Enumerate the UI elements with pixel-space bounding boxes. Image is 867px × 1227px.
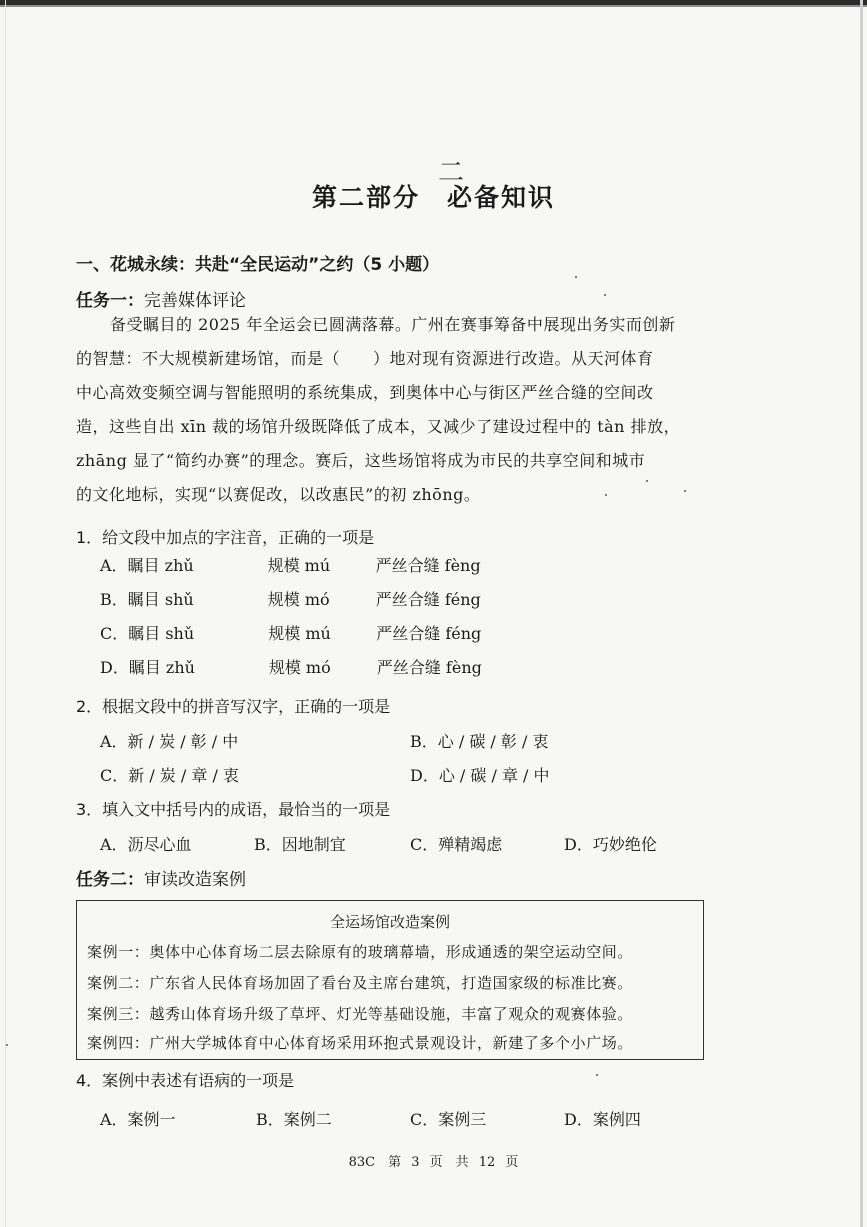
option-part-2: 规模 mó bbox=[268, 658, 331, 677]
question-4-option-c[interactable]: C．案例三 bbox=[410, 1110, 487, 1129]
option-part-2: 规模 mó bbox=[267, 590, 330, 609]
question-3-option-d[interactable]: D．巧妙绝伦 bbox=[564, 835, 657, 854]
option-part-2: 规模 mú bbox=[268, 624, 331, 643]
page-title: 第二部分 必备知识 bbox=[311, 183, 555, 212]
option-letter: A． bbox=[100, 556, 128, 575]
option-letter: C． bbox=[100, 624, 129, 643]
scan-speck bbox=[646, 480, 648, 482]
option-part-1: 瞩目 zhǔ bbox=[127, 556, 194, 575]
passage-line-3: 中心高效变频空调与智能照明的系统集成，到奥体中心与街区严丝合缝的空间改 bbox=[76, 383, 654, 402]
option-letter: D． bbox=[100, 658, 129, 677]
question-3-option-b[interactable]: B．因地制宜 bbox=[254, 835, 346, 854]
question-4-stem: 4．案例中表述有语病的一项是 bbox=[76, 1071, 295, 1090]
question-2-stem: 2．根据文段中的拼音写汉字，正确的一项是 bbox=[76, 697, 391, 716]
passage-line-6: 的文化地标，实现“以赛促改，以改惠民”的初 zhōng。 bbox=[76, 485, 481, 504]
question-3-stem: 3．填入文中括号内的成语，最恰当的一项是 bbox=[76, 800, 391, 819]
question-2-option-b[interactable]: B．心 / 碳 / 彰 / 衷 bbox=[410, 732, 549, 751]
cases-title: 全运场馆改造案例 bbox=[329, 913, 450, 931]
question-4-option-d[interactable]: D．案例四 bbox=[564, 1110, 641, 1129]
option-part-2: 规模 mú bbox=[267, 556, 331, 575]
scan-speck bbox=[605, 494, 607, 496]
scan-speck bbox=[6, 1044, 8, 1046]
passage-line-4: 造，这些自出 xīn 裁的场馆升级既降低了成本，又减少了建设过程中的 tàn 排放， bbox=[76, 417, 681, 436]
question-2-option-d[interactable]: D．心 / 碳 / 章 / 中 bbox=[410, 766, 550, 785]
question-1-stem: 1．给文段中加点的字注音，正确的一项是 bbox=[76, 528, 375, 547]
scan-speck bbox=[575, 276, 577, 278]
task-one-label: 任务一： bbox=[76, 291, 144, 311]
passage-line-1: 备受瞩目的 2025 年全运会已圆满落幕。广州在赛事筹备中展现出务实而创新 bbox=[110, 315, 676, 334]
option-part-3: 严丝合缝 féng bbox=[376, 624, 482, 643]
passage-line-5: zhāng 显了“简约办赛”的理念。赛后，这些场馆将成为市民的共享空间和城市 bbox=[76, 451, 646, 470]
option-part-1: 瞩目 zhǔ bbox=[128, 658, 195, 677]
option-part-1: 瞩目 shǔ bbox=[127, 590, 194, 609]
cases-box bbox=[76, 900, 704, 1060]
scan-speck bbox=[684, 490, 686, 492]
task-two-heading bbox=[76, 865, 246, 890]
scan-edge-top-shadow bbox=[0, 5, 867, 7]
option-part-3: 严丝合缝 fèng bbox=[375, 556, 481, 575]
question-2-option-c[interactable]: C．新 / 炭 / 章 / 衷 bbox=[100, 766, 239, 785]
case-2: 案例二：广东省人民体育场加固了看台及主席台建筑，打造国家级的标准比赛。 bbox=[87, 974, 634, 992]
case-3: 案例三：越秀山体育场升级了草坪、灯光等基础设施，丰富了观众的观赛体验。 bbox=[87, 1005, 634, 1023]
section-heading: 一、花城永续：共赴“全民运动”之约（5 小题） bbox=[76, 255, 440, 275]
question-3-option-c[interactable]: C．殚精竭虑 bbox=[410, 835, 503, 854]
option-part-3: 严丝合缝 fèng bbox=[376, 658, 482, 677]
question-1-option-a[interactable] bbox=[100, 553, 481, 576]
task-two-label: 任务二： bbox=[76, 870, 144, 890]
question-2-option-a[interactable]: A．新 / 炭 / 彰 / 中 bbox=[100, 732, 239, 751]
passage bbox=[76, 308, 698, 512]
question-4-option-b[interactable]: B．案例二 bbox=[256, 1110, 332, 1129]
question-1-option-b[interactable] bbox=[100, 587, 481, 610]
question-3-option-a[interactable]: A．沥尽心血 bbox=[100, 835, 192, 854]
option-part-3: 严丝合缝 féng bbox=[375, 590, 481, 609]
passage-line-2: 的智慧：不大规模新建场馆，而是（ ）地对现有资源进行改造。从天河体育 bbox=[76, 349, 654, 368]
case-4: 案例四：广州大学城体育中心体育场采用环抱式景观设计，新建了多个小广场。 bbox=[87, 1034, 634, 1052]
scan-speck bbox=[596, 1074, 598, 1076]
scan-speck bbox=[604, 294, 606, 296]
task-two-text: 审读改造案例 bbox=[144, 870, 246, 890]
question-1-option-c[interactable] bbox=[100, 621, 481, 644]
task-one-text: 完善媒体评论 bbox=[144, 291, 246, 311]
option-part-1: 瞩目 shǔ bbox=[128, 624, 195, 643]
question-4-option-a[interactable]: A．案例一 bbox=[100, 1110, 176, 1129]
page-footer: 83C 第 3 页 共 12 页 bbox=[348, 1155, 519, 1170]
option-letter: B． bbox=[100, 590, 128, 609]
case-1: 案例一：奥体中心体育场二层去除原有的玻璃幕墙，形成通透的架空运动空间。 bbox=[87, 943, 634, 961]
question-1-option-d[interactable] bbox=[100, 655, 482, 678]
handwritten-section-mark: 二 bbox=[438, 158, 465, 188]
